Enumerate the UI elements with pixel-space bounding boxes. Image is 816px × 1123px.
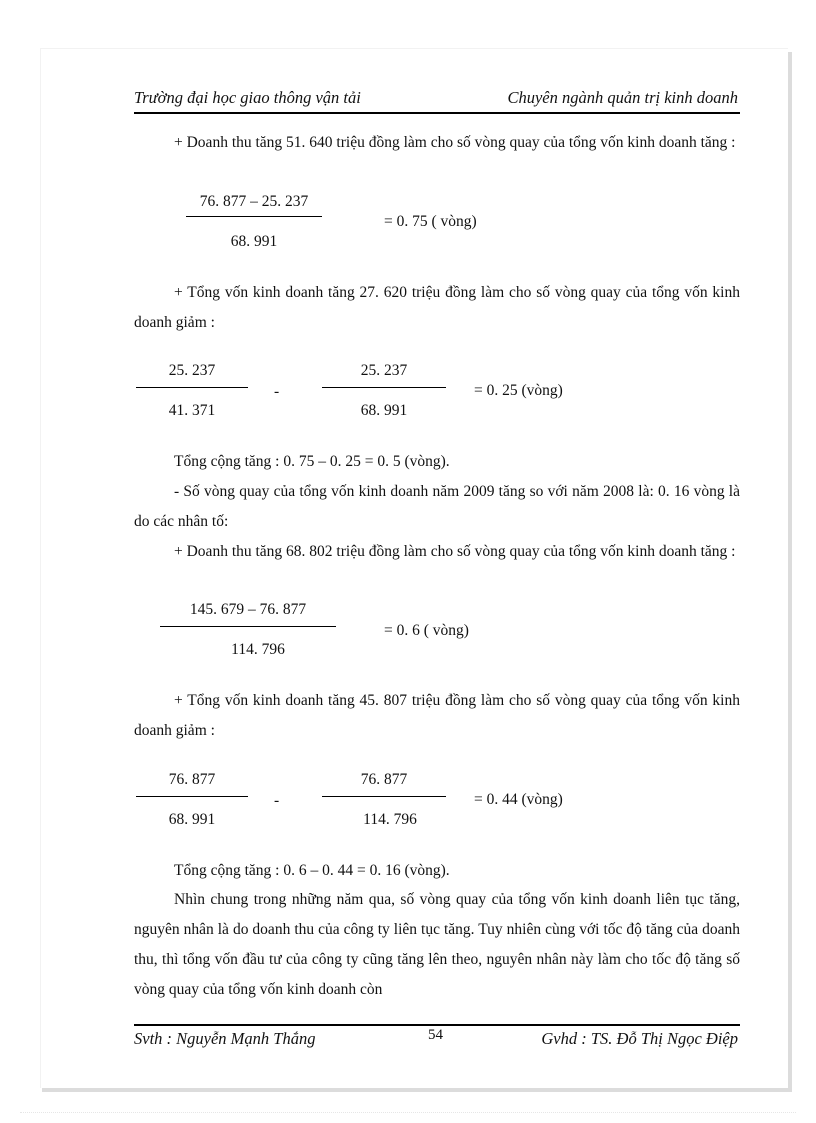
fraction2a-denominator: 41. 371 [168,402,216,419]
fraction2b-numerator: 25. 237 [360,362,408,379]
paragraph-conclusion: Nhìn chung trong những năm qua, số vòng quay của tổng vốn kinh doanh liên tục tăng, nguyên nhân là do doanh thu của công ty liên tục tăng. Tuy nhiên cùng với tốc độ tăng của doanh thu, thì tổng vốn đầu tư của công ty cũng tăng lên theo, nguyên nhân này làm cho tốc độ tăng số vòng quay của tổng vốn kinh doanh còn [134,891,740,998]
fraction2-minus: - [274,383,280,400]
fraction4-result: = 0. 44 (vòng) [474,791,563,808]
page-shadow-right [788,52,792,1092]
footer-page-number: 54 [428,1027,443,1043]
fraction2-result: = 0. 25 (vòng) [474,382,563,399]
page-border-top [40,48,788,49]
fraction3-result: = 0. 6 ( vòng) [384,622,469,639]
footer-rule [134,1024,740,1026]
fraction4b-denominator: 114. 796 [363,811,417,828]
paragraph-capital-increase-1: + Tổng vốn kinh doanh tăng 27. 620 triệu đồng làm cho số vòng quay của tổng vốn kinh doanh giảm : [134,284,740,331]
fraction4b-bar [322,796,446,797]
fraction1-denominator: 68. 991 [230,233,278,250]
header-left-text: Trường đại học giao thông vận tải [134,88,361,107]
page-shadow-bottom [42,1088,792,1092]
fraction2b-bar [322,387,446,388]
fraction3-bar [160,626,336,627]
fraction4a-bar [136,796,248,797]
header-rule [134,112,740,114]
fraction4a-denominator: 68. 991 [168,811,216,828]
page-bottom-dotted-line [20,1112,796,1113]
fraction2a-numerator: 25. 237 [168,362,216,379]
paragraph-revenue-increase-1: + Doanh thu tăng 51. 640 triệu đồng làm cho số vòng quay của tổng vốn kinh doanh tăng : [174,134,736,151]
fraction1-bar [186,216,322,217]
paragraph-total-1: Tổng cộng tăng : 0. 75 – 0. 25 = 0. 5 (vòng). [174,453,450,470]
footer-student: Svth : Nguyễn Mạnh Thắng [134,1029,316,1048]
fraction1-numerator: 76. 877 – 25. 237 [199,193,309,210]
paragraph-2009-vs-2008: - Số vòng quay của tổng vốn kinh doanh năm 2009 tăng so với năm 2008 là: 0. 16 vòng là do các nhân tố: [134,483,740,530]
paragraph-capital-increase-2: + Tổng vốn kinh doanh tăng 45. 807 triệu đồng làm cho số vòng quay của tổng vốn kinh doanh giảm : [134,692,740,739]
header-right-text: Chuyên ngành quản trị kinh doanh [507,88,738,107]
paragraph-total-2: Tổng cộng tăng : 0. 6 – 0. 44 = 0. 16 (vòng). [174,862,450,879]
fraction1-result: = 0. 75 ( vòng) [384,213,477,230]
fraction4-minus: - [274,792,280,809]
fraction4a-numerator: 76. 877 [168,771,216,788]
footer-supervisor: Gvhd : TS. Đỗ Thị Ngọc Điệp [541,1029,738,1048]
fraction2a-bar [136,387,248,388]
fraction3-numerator: 145. 679 – 76. 877 [189,601,307,618]
fraction4b-numerator: 76. 877 [360,771,408,788]
page-border-left [40,48,41,1088]
paragraph-revenue-increase-2: + Doanh thu tăng 68. 802 triệu đồng làm cho số vòng quay của tổng vốn kinh doanh tăng : [174,543,736,560]
fraction3-denominator: 114. 796 [231,641,285,658]
fraction2b-denominator: 68. 991 [360,402,408,419]
